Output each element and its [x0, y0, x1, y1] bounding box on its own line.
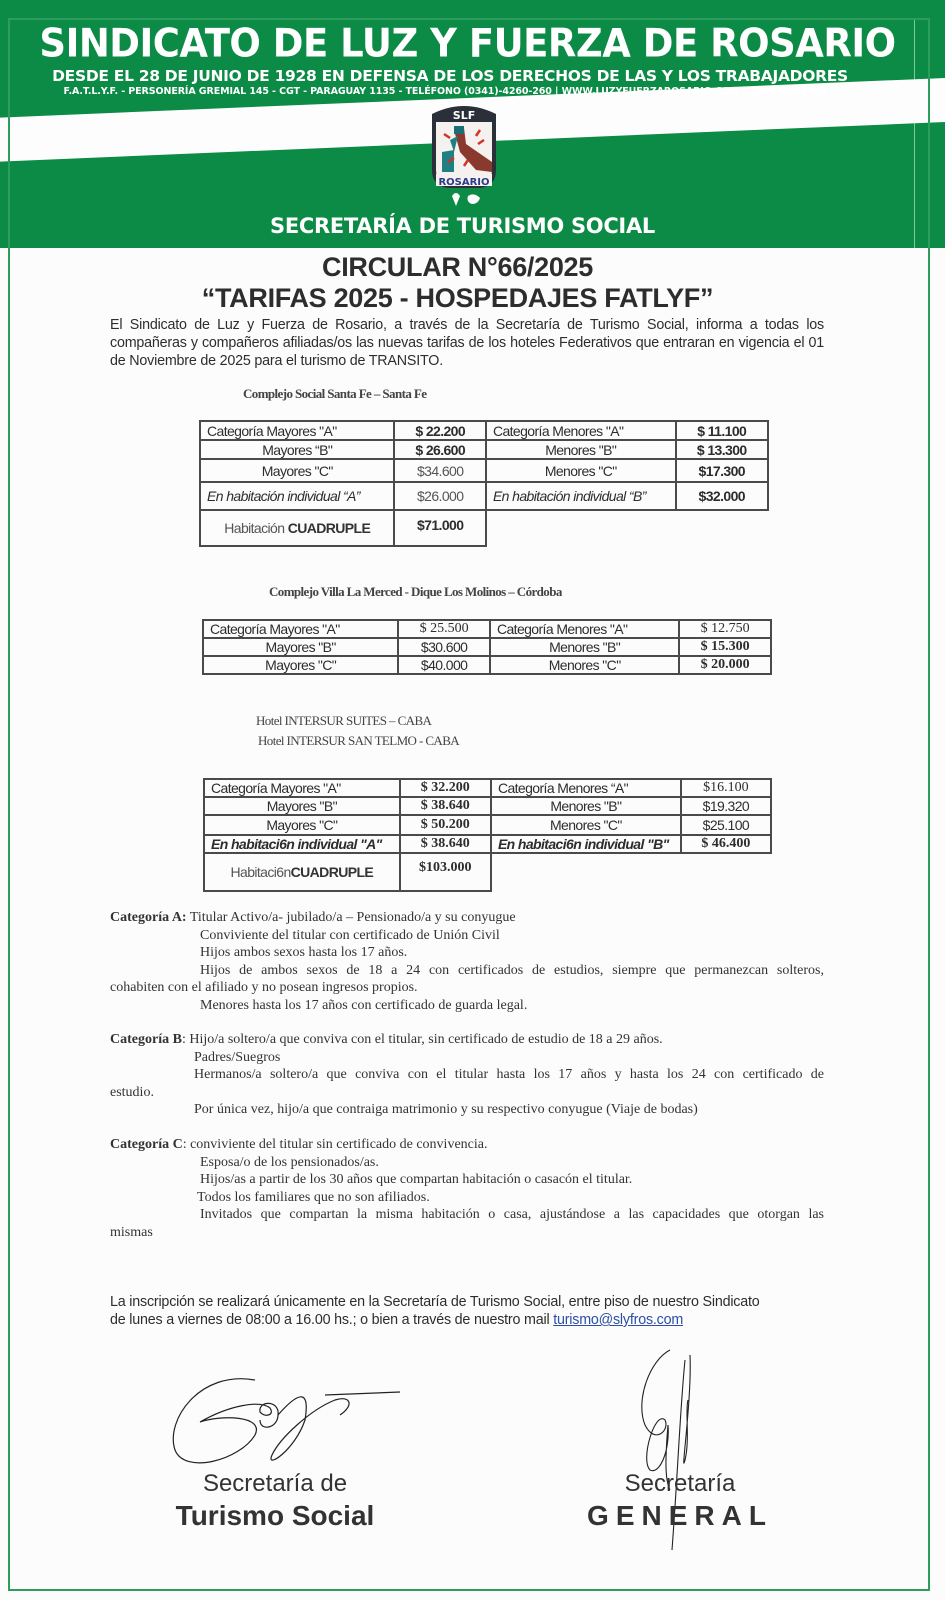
logo-bottom-text: ROSARIO [438, 177, 490, 188]
rates-table-caba [203, 778, 772, 892]
category-b-line: Hermanos/a soltero/a que conviva con el titular hasta los 17 años y hasta los 24 con certificado de [194, 1067, 824, 1082]
union-name: SINDICATO DE LUZ Y FUERZA DE ROSARIO [39, 20, 896, 67]
rate-value: $ 38.640 [400, 835, 491, 853]
rate-value: $ 11.100 [676, 421, 769, 440]
quad-label [200, 510, 394, 546]
category-b-line: Por única vez, hijo/a que contraiga matrimonio y su respectivo conyugue (Viaje de bodas) [194, 1102, 698, 1117]
rates-table-santa-fe [199, 420, 769, 547]
category-c-first-line: : conviviente del titular sin certificado de convivencia. [182, 1137, 488, 1152]
rate-label: Menores "C" [486, 459, 676, 482]
category-a-label: Categoría A: [110, 910, 187, 925]
rate-value: $25.100 [681, 815, 771, 835]
category-b-line: Padres/Suegros [194, 1049, 281, 1065]
category-c-definition [110, 1136, 824, 1241]
rate-label: Menores "C" [491, 815, 681, 835]
rate-label: Mayores "B" [203, 638, 398, 656]
rate-value: $40.000 [398, 656, 490, 674]
rate-value: $17.300 [676, 459, 769, 482]
rate-value: $ 25.500 [398, 620, 490, 638]
rate-label: Mayores "C" [200, 459, 394, 482]
quad-value: $71.000 [394, 510, 485, 546]
category-b-line: estudio. [110, 1084, 154, 1100]
registration-hours: de lunes a viernes de 08:00 a 16.00 hs.; o bien a través de nuestro mail [110, 1312, 554, 1328]
rate-value: $ 46.400 [681, 835, 771, 853]
category-b-first-line: : Hijo/a soltero/a que conviva con el titular, sin certificado de estudio de 18 a 29 años. [181, 1032, 663, 1047]
category-a-line: Conviviente del titular con certificado de Unión Civil [200, 927, 500, 943]
signature-title: Secretaría [624, 1470, 736, 1497]
table-row [200, 421, 768, 440]
rate-label: Categoría Mayores "A" [204, 779, 400, 797]
category-c-line: mismas [110, 1224, 153, 1240]
rate-value: $ 22.200 [394, 421, 485, 440]
quad-label [204, 853, 400, 891]
rate-label: Menores "C" [490, 656, 679, 674]
rate-label: Categoría Mayores "A" [200, 421, 394, 440]
category-a-line: cohabiten con el afiliado y no posean ingresos propios. [110, 980, 418, 995]
category-c-line: Esposa/o de los pensionados/as. [200, 1154, 379, 1170]
rate-label: En habitación individual “B” [486, 482, 676, 510]
quad-value: $103.000 [400, 853, 491, 891]
category-c-line: Todos los familiares que no son afiliados. [197, 1189, 430, 1205]
signature-label-general [570, 1470, 790, 1532]
quad-label-prefix: Habitación [224, 520, 288, 536]
rate-label: Categoría Mayores "A" [203, 620, 398, 638]
rate-value: $16.100 [681, 779, 771, 797]
category-a-first-line: Titular Activo/a- jubilado/a – Pensionado/a y su conyugue [186, 910, 516, 925]
rate-label: Mayores "B" [204, 797, 400, 815]
intro-paragraph: El Sindicato de Luz y Fuerza de Rosario, a través de la Secretaría de Turismo Social, informa a todas los compañeras y compañeros afiliadas/os las nuevas tarifas de los hoteles Federativos que entraran en vigencia el 01 de Noviembre de 2025 para el turismo de TRANSITO. [110, 317, 824, 369]
circular-number: CIRCULAR N°66/2025 [322, 252, 593, 282]
rate-label: En habitación individual “A” [200, 482, 394, 510]
category-a-line: Hijos de ambos sexos de 18 a 24 con certificados de estudios, siempre que permanezcan solteros, [200, 962, 824, 978]
rate-label: Categoría Menores “A" [491, 779, 681, 797]
rate-value: $19.320 [681, 797, 771, 815]
email-link[interactable]: turismo@slyfros.com [553, 1312, 684, 1328]
rate-value: $26.000 [394, 482, 485, 510]
table-row [204, 815, 771, 835]
table-row-quadruple [204, 853, 771, 891]
category-a-line: Hijos ambos sexos hasta los 17 años. [200, 945, 408, 960]
rate-label: Mayores “B" [200, 440, 394, 459]
table-row-quadruple [200, 510, 768, 546]
rate-label: Menores "B" [486, 440, 676, 459]
rate-label: Menores "B" [490, 638, 679, 656]
rate-value: $ 12.750 [679, 620, 771, 638]
rate-label: Categoría Menores "A" [486, 421, 676, 440]
table-row [203, 620, 771, 638]
rate-label: Mayores "C" [204, 815, 400, 835]
table-row [204, 797, 771, 815]
table-row [203, 656, 771, 674]
venue-name-santa-fe: Complejo Social Santa Fe – Santa Fe [243, 386, 427, 401]
rate-value: $30.600 [398, 638, 490, 656]
rate-label: En habitaci6n individual "B" [491, 835, 681, 853]
venue-name-intersur-suites: Hotel INTERSUR SUITES – CABA [256, 713, 432, 728]
quad-label-prefix: Habitaci6n [230, 864, 291, 880]
venue-name-cordoba: Complejo Villa La Merced - Dique Los Molinos – Córdoba [269, 584, 562, 599]
category-a-definition [110, 909, 824, 1014]
venue-name-intersur-san-telmo: Hotel INTERSUR SAN TELMO - CABA [258, 733, 460, 748]
rate-label: Menores "B" [491, 797, 681, 815]
table-row [204, 779, 771, 797]
category-c-line: Invitados que compartan la misma habitación o casa, ajustándose a las capacidades que otorgan las [200, 1207, 824, 1222]
union-motto: DESDE EL 28 DE JUNIO DE 1928 EN DEFENSA DE LOS DERECHOS DE LAS Y LOS TRABAJADORES [52, 67, 848, 85]
registration-info-line1: La inscripción se realizará únicamente en la Secretaría de Turismo Social, entre piso de nuestro Sindicato [110, 1294, 760, 1310]
rate-value: $ 13.300 [676, 440, 769, 459]
quad-label-bold: CUADRUPLE [290, 864, 374, 880]
signature-department: GENERAL [587, 1500, 773, 1531]
category-b-definition [110, 1031, 824, 1119]
table-row [200, 482, 768, 510]
signature-department: Turismo Social [175, 1500, 375, 1531]
category-c-label: Categoría C [110, 1137, 183, 1152]
rate-label: Categoría Menores "A" [490, 620, 679, 638]
signature-turismo-social-icon [160, 1360, 410, 1480]
registration-info-line2 [110, 1311, 830, 1329]
rate-value: $ 20.000 [679, 656, 771, 674]
signature-general-icon [610, 1340, 720, 1570]
rate-value: $ 50.200 [400, 815, 491, 835]
rate-value: $32.000 [676, 482, 769, 510]
rate-value: $34.600 [394, 459, 485, 482]
secretaria-heading: SECRETARÍA DE TURISMO SOCIAL [270, 214, 655, 238]
rate-value: $ 38.640 [400, 797, 491, 815]
quad-label-bold: CUADRUPLE [287, 520, 371, 536]
signature-label-turismo [150, 1470, 400, 1532]
union-contact-line: F.A.T.L.Y.F. - PERSONERÍA GREMIAL 145 - CGT - PARAGUAY 1135 - TELÉFONO (0341)-4260-260 | WWW.LUZYFUERZAROSARIO.COM - 2000 ROSARIO [63, 86, 827, 97]
rate-label: En habitaci6n individual "A" [204, 835, 400, 853]
table-row [204, 835, 771, 853]
registration-info [110, 1293, 830, 1329]
rate-label: Mayores "C" [203, 656, 398, 674]
rate-value: $ 32.200 [400, 779, 491, 797]
category-a-line: Menores hasta los 17 años con certificado de guarda legal. [200, 997, 528, 1013]
rate-value: $ 26.600 [394, 440, 485, 459]
table-row [203, 638, 771, 656]
logo-top-text: SLF [452, 109, 476, 122]
category-c-line: Hijos/as a partir de los 30 años que compartan habitación o casacón el titular. [200, 1172, 633, 1187]
rate-value: $ 15.300 [679, 638, 771, 656]
rates-table-cordoba [202, 619, 772, 675]
table-row [200, 459, 768, 482]
signature-title: Secretaría de [202, 1470, 348, 1497]
circular-title: “TARIFAS 2025 - HOSPEDAJES FATLYF” [201, 283, 714, 313]
category-b-label: Categoría B [110, 1032, 182, 1047]
table-row [200, 440, 768, 459]
